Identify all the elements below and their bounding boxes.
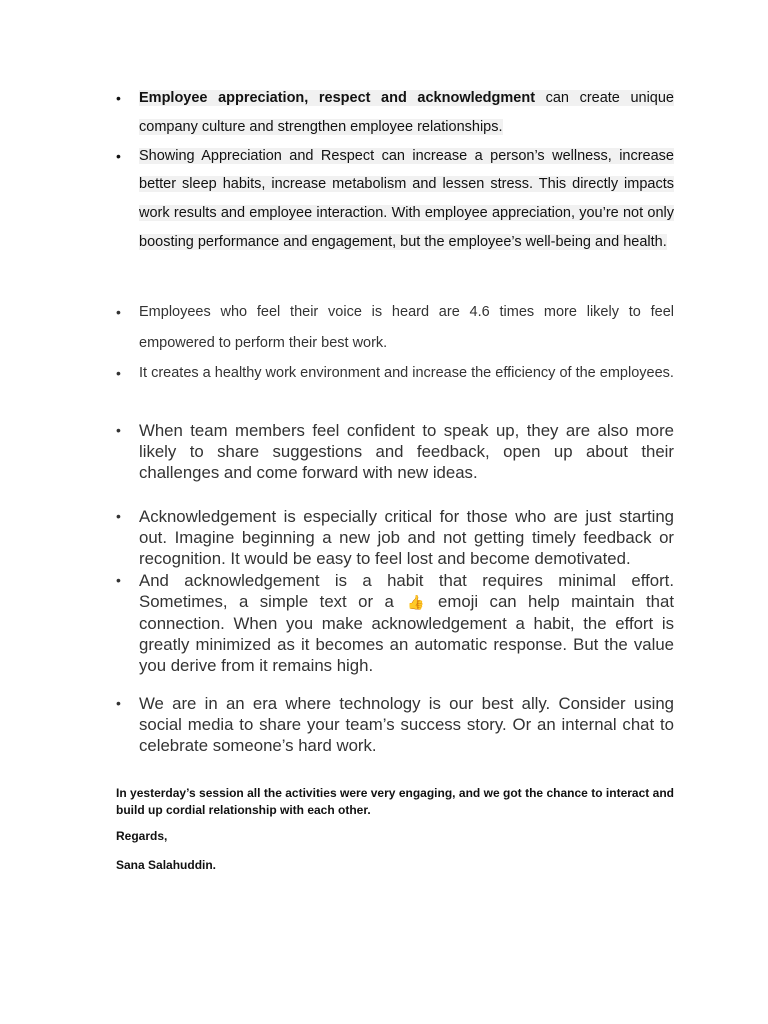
bullet-marker: • — [116, 422, 121, 438]
list-item-text-start: And acknowledgement is a habit that requires minimal effort. Sometimes, a simple text or a — [139, 571, 674, 611]
regards-text: Regards, — [116, 829, 168, 843]
list-item — [116, 142, 674, 257]
bullet-list-benefits — [116, 297, 674, 389]
thumbs-up-icon: 👍 — [407, 594, 425, 610]
bullet-marker: • — [116, 304, 121, 320]
signature-text: Sana Salahuddin. — [116, 858, 217, 872]
session-note-text: In yesterday’s session all the activities were very engaging, and we got the chance to interact and build up cordial relationship with each other. — [116, 786, 674, 817]
list-item — [116, 506, 674, 569]
bullet-list-speak-up — [116, 420, 674, 483]
session-note — [116, 785, 674, 819]
list-item-text: Showing Appreciation and Respect can increase a person’s wellness, increase better sleep habits, increase metabolism and lessen stress. This directly impacts work results and employee interaction. With employee appreciation, you’re not only boosting performance and engagement, but the employee’s well-being and health. — [139, 147, 674, 250]
bullet-list-technology — [116, 693, 674, 756]
list-item-text-end: emoji can help maintain that connection. When you make acknowledgement a habit, the effort is greatly minimized as it becomes an automatic response. But the value you derive from it remains high. — [139, 592, 674, 675]
regards — [116, 829, 674, 843]
bullet-marker: • — [116, 147, 121, 164]
bullet-list-acknowledgement — [116, 506, 674, 676]
bold-lead-text: Employee appreciation, respect and acknowledgment — [139, 90, 536, 106]
list-item — [116, 297, 674, 358]
bullet-marker: • — [116, 695, 121, 711]
list-item — [116, 84, 674, 142]
bullet-marker: • — [116, 572, 121, 588]
list-item — [116, 358, 674, 389]
list-item-text: It creates a healthy work environment and increase the efficiency of the employees. — [139, 365, 674, 381]
signature — [116, 858, 674, 872]
list-item-text: When team members feel confident to speak up, they are also more likely to share suggestions and feedback, open up about their challenges and come forward with new ideas. — [139, 421, 674, 482]
list-item-text: We are in an era where technology is our best ally. Consider using social media to share your team’s success story. Or an internal chat to celebrate someone’s hard work. — [139, 694, 674, 755]
list-item — [116, 693, 674, 756]
bullet-marker: • — [116, 365, 121, 381]
list-item-text: Employees who feel their voice is heard are 4.6 times more likely to feel empowered to perform their best work. — [139, 304, 674, 351]
bullet-marker: • — [116, 508, 121, 524]
bullet-list-appreciation — [116, 84, 674, 257]
list-item — [116, 570, 674, 676]
list-item — [116, 420, 674, 483]
bullet-marker: • — [116, 90, 121, 106]
list-item-text: can create unique company culture and strengthen employee relationships. — [139, 90, 674, 135]
list-item-text: Acknowledgement is especially critical for those who are just starting out. Imagine beginning a new job and not getting timely feedback or recognition. It would be easy to feel lost and become demotivated. — [139, 507, 674, 568]
